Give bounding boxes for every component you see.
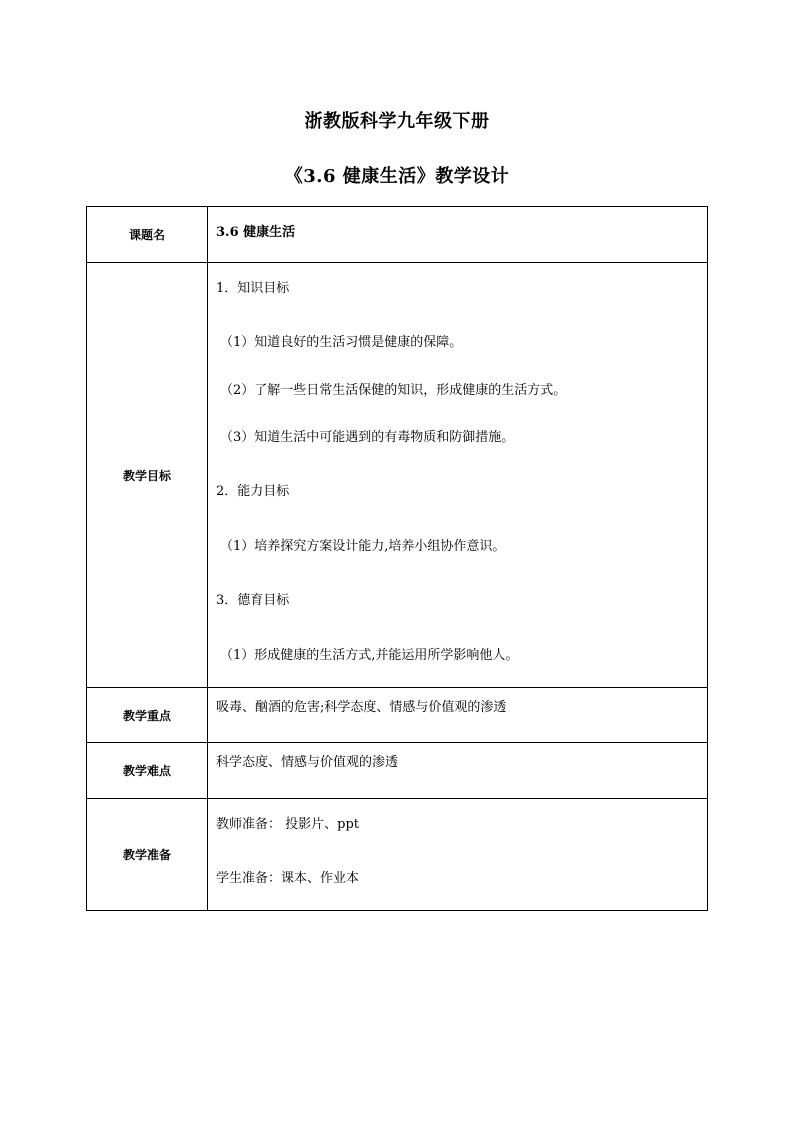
preparation-cell xyxy=(208,799,707,910)
goal-item-ability-1: （1）培养探究方案设计能力,培养小组协作意识。 xyxy=(220,539,506,554)
topic-label: 课题名 xyxy=(87,207,208,262)
topic-cell xyxy=(208,207,707,262)
key-points-value: 吸毒、酗酒的危害;科学态度、情感与价值观的渗透 xyxy=(216,700,507,715)
goal-heading-ability: 2．能力目标 xyxy=(216,484,290,499)
topic-value: 3.6 健康生活 xyxy=(216,225,296,240)
document-title: 浙教版科学九年级下册 xyxy=(304,111,490,132)
key-points-cell xyxy=(208,688,707,742)
difficulties-label: 教学难点 xyxy=(87,743,208,798)
goals-cell xyxy=(208,263,707,687)
document-subtitle: 《3.6 健康生活》教学设计 xyxy=(284,166,510,187)
goal-heading-knowledge: 1．知识目标 xyxy=(216,281,290,296)
goal-item-knowledge-2: （2）了解一些日常生活保健的知识，形成健康的生活方式。 xyxy=(220,383,567,398)
goal-item-knowledge-3: （3）知道生活中可能遇到的有毒物质和防御措施。 xyxy=(220,430,515,445)
table-row-preparation xyxy=(87,799,707,910)
student-preparation: 学生准备：课本、作业本 xyxy=(216,871,360,886)
goal-item-moral-1: （1）形成健康的生活方式,并能运用所学影响他人。 xyxy=(220,648,519,663)
table-row-difficulties xyxy=(87,743,707,799)
teacher-preparation: 教师准备： 投影片、ppt xyxy=(216,817,360,832)
key-points-label: 教学重点 xyxy=(87,688,208,742)
lesson-plan-table xyxy=(86,206,708,911)
difficulties-value: 科学态度、情感与价值观的渗透 xyxy=(216,755,399,770)
goal-item-knowledge-1: （1）知道良好的生活习惯是健康的保障。 xyxy=(220,335,463,350)
table-row-topic xyxy=(87,207,707,263)
goals-label: 教学目标 xyxy=(87,263,208,687)
goal-heading-moral: 3．德育目标 xyxy=(216,593,290,608)
preparation-label: 教学准备 xyxy=(87,799,208,910)
table-row-key-points xyxy=(87,688,707,743)
difficulties-cell xyxy=(208,743,707,798)
table-row-goals xyxy=(87,263,707,688)
